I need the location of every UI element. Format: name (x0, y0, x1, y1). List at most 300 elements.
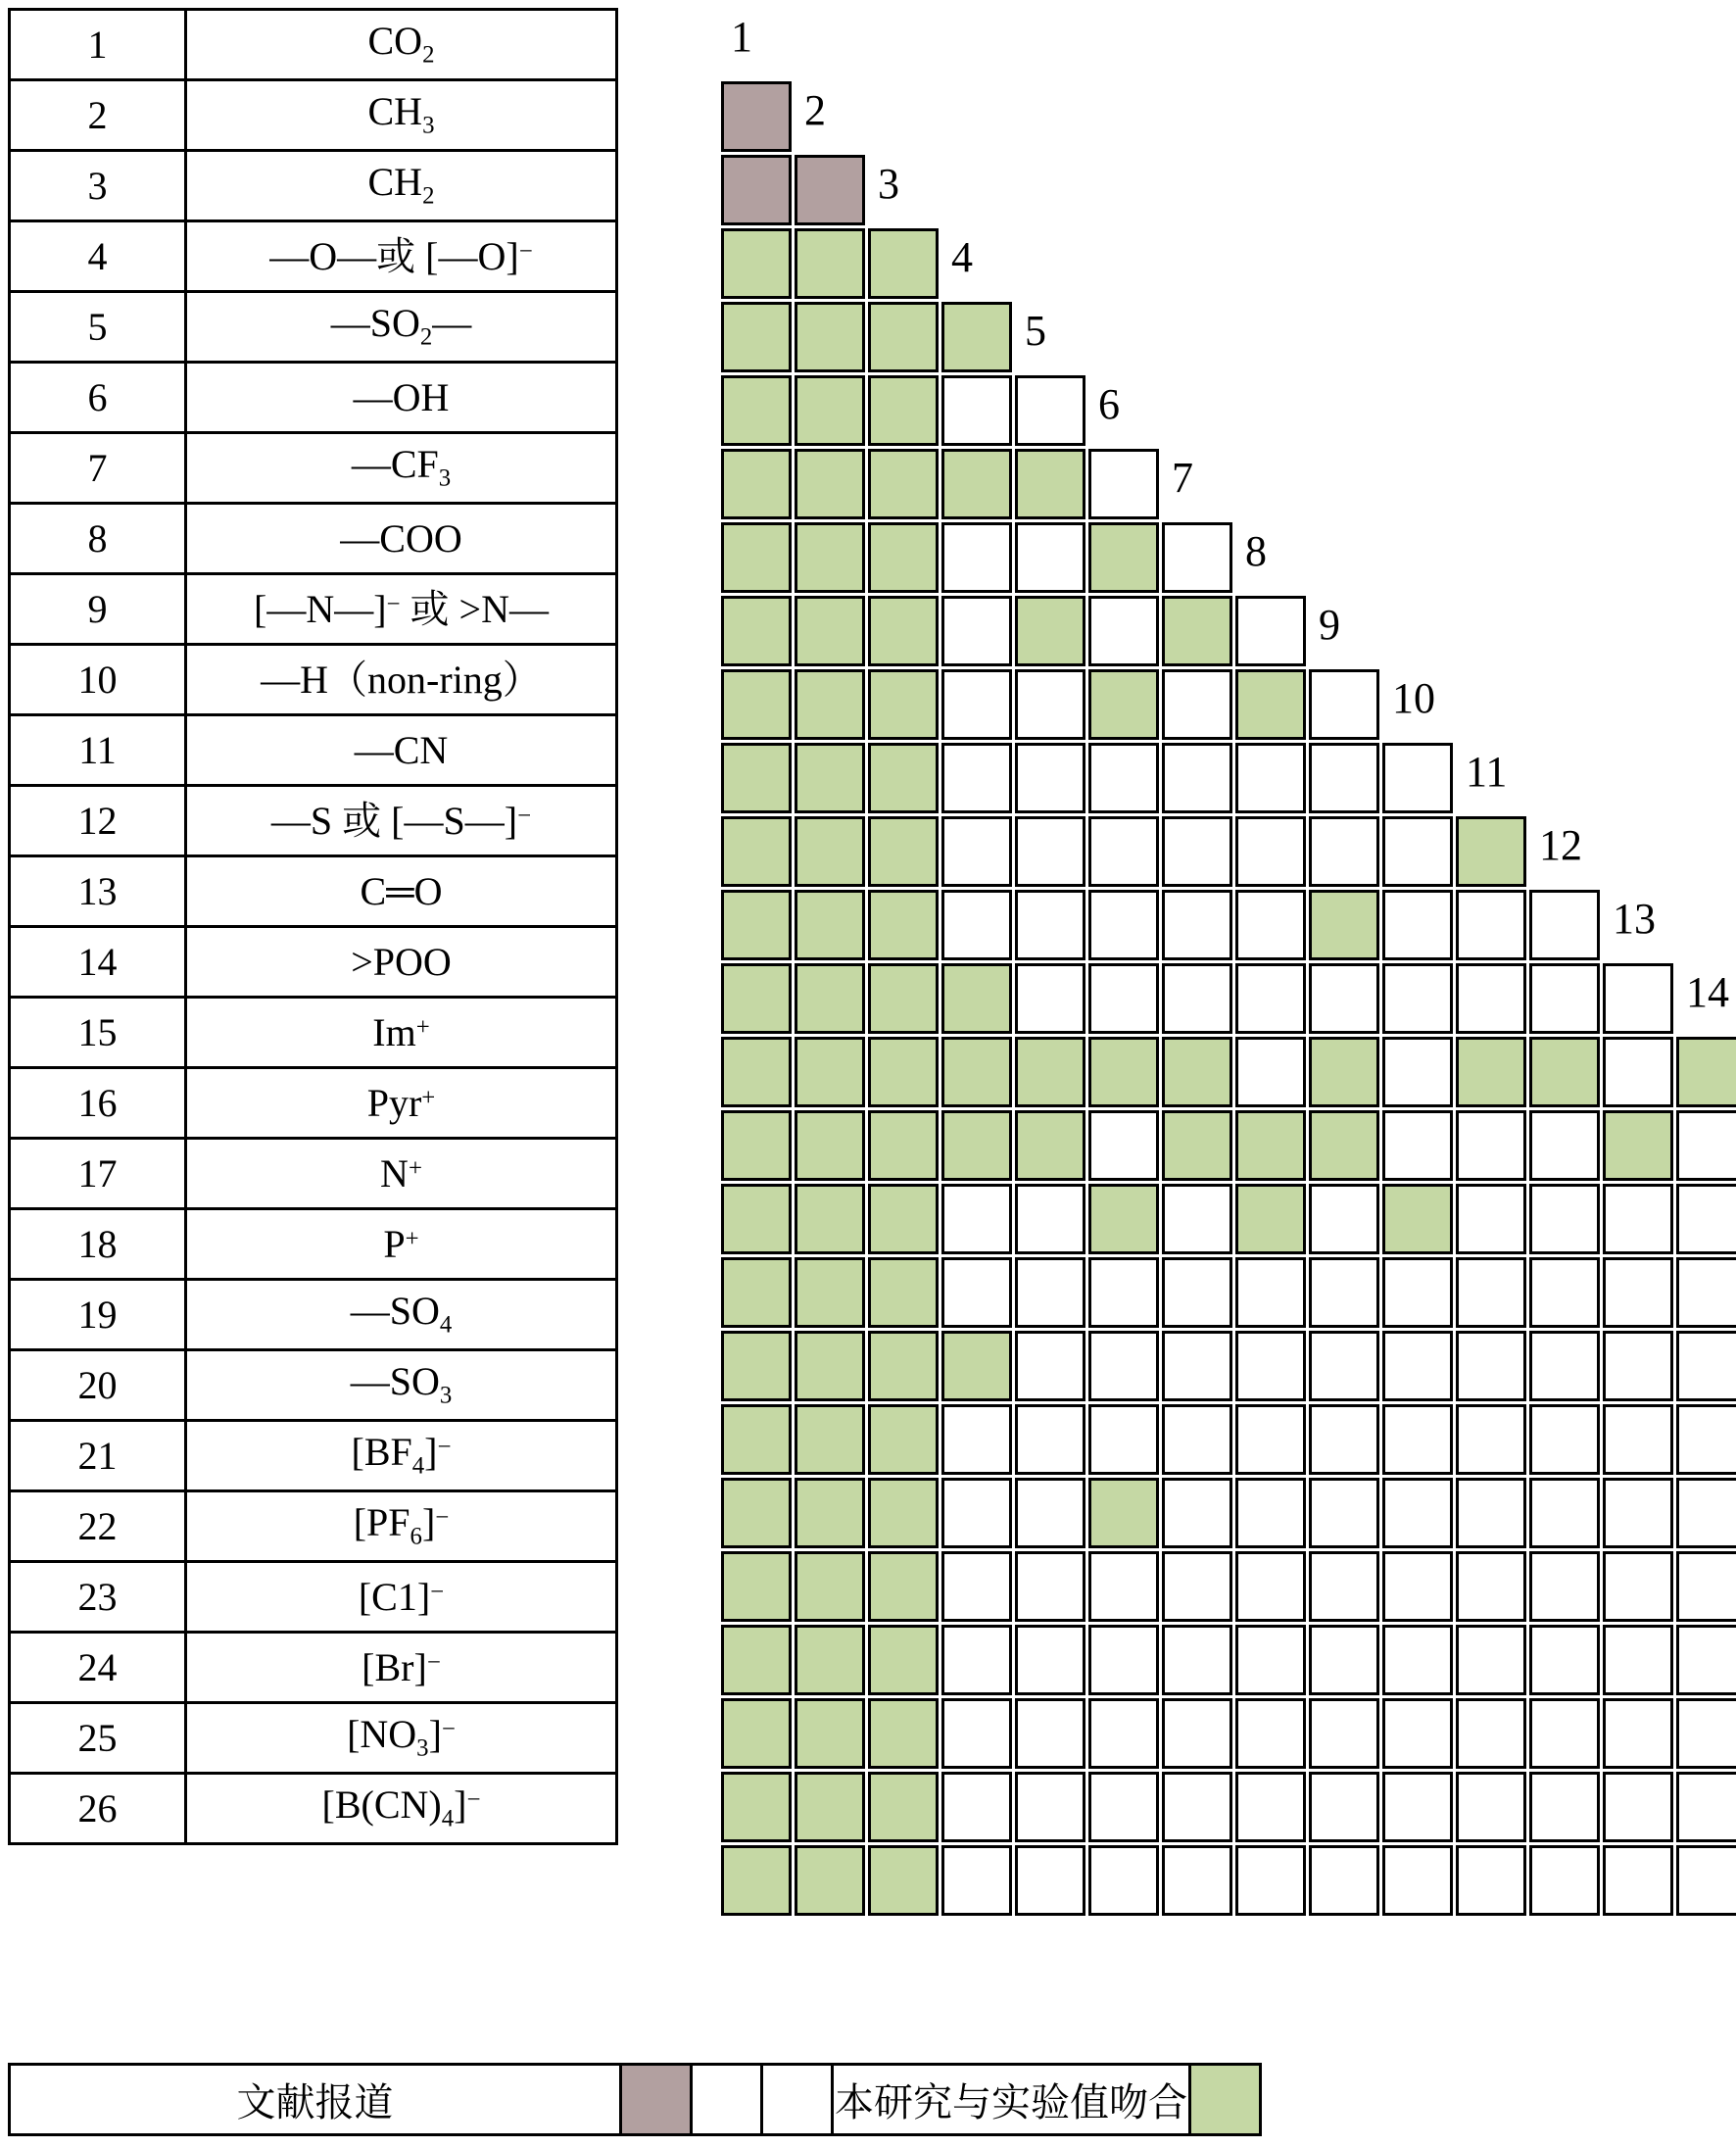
matrix-cell (1015, 596, 1085, 666)
matrix-cell (1529, 1625, 1600, 1695)
matrix-cell (1088, 1110, 1159, 1181)
group-row (10, 1209, 617, 1280)
group-label-table (8, 8, 618, 1845)
group-row (10, 1280, 617, 1350)
matrix-cell (868, 669, 939, 740)
matrix-cell (1088, 596, 1159, 666)
matrix-cell (1309, 1551, 1379, 1622)
matrix-cell (721, 1625, 792, 1695)
matrix-cell (941, 302, 1012, 372)
matrix-cell (721, 963, 792, 1034)
matrix-cell (941, 890, 1012, 960)
matrix-cell (1382, 1698, 1453, 1769)
matrix-cell (1235, 1551, 1306, 1622)
matrix-cell (721, 155, 792, 225)
matrix-diagonal-label: 5 (1025, 307, 1046, 355)
group-name: $CH_2$ (186, 151, 617, 221)
matrix-cell (795, 155, 865, 225)
matrix-cell (941, 1625, 1012, 1695)
group-number: 7 (10, 433, 186, 504)
matrix-cell (721, 1845, 792, 1916)
group-row (10, 504, 617, 574)
group-row (10, 292, 617, 363)
matrix-cell (1456, 890, 1526, 960)
matrix-cell (1309, 669, 1379, 740)
matrix-cell (1456, 1478, 1526, 1548)
matrix-cell (721, 1037, 792, 1107)
matrix-cell (868, 522, 939, 593)
matrix-cell (1235, 1772, 1306, 1842)
matrix-cell (941, 1845, 1012, 1916)
matrix-diagonal-label: 13 (1613, 895, 1656, 943)
matrix-cell (1382, 1478, 1453, 1548)
matrix-cell (868, 596, 939, 666)
matrix-cell (1456, 1625, 1526, 1695)
matrix-cell (1088, 522, 1159, 593)
matrix-cell (1456, 816, 1526, 887)
matrix-cell (868, 743, 939, 813)
matrix-cell (1309, 1625, 1379, 1695)
matrix-cell (1015, 816, 1085, 887)
group-number: 9 (10, 574, 186, 645)
matrix-cell (795, 1845, 865, 1916)
matrix-cell (1382, 743, 1453, 813)
group-number: 4 (10, 221, 186, 292)
group-row (10, 1139, 617, 1209)
matrix-cell (721, 1331, 792, 1401)
matrix-cell (1162, 1110, 1232, 1181)
matrix-cell (1235, 1404, 1306, 1475)
matrix-cell (941, 1404, 1012, 1475)
matrix-cell (1235, 596, 1306, 666)
matrix-cell (721, 596, 792, 666)
matrix-cell (1162, 522, 1232, 593)
group-row (10, 1703, 617, 1774)
group-name: >POO (186, 927, 617, 998)
group-number: 17 (10, 1139, 186, 1209)
matrix-cell (795, 890, 865, 960)
matrix-cell (1088, 1331, 1159, 1401)
matrix-cell (1235, 1257, 1306, 1328)
matrix-cell (1015, 1478, 1085, 1548)
matrix-cell (1162, 1478, 1232, 1548)
matrix-cell (1309, 1404, 1379, 1475)
matrix-cell (941, 1037, 1012, 1107)
group-row (10, 1491, 617, 1562)
matrix-cell (795, 1478, 865, 1548)
matrix-cell (1529, 1257, 1600, 1328)
matrix-cell (1162, 1257, 1232, 1328)
matrix-cell (1382, 1037, 1453, 1107)
matrix-cell (1162, 1625, 1232, 1695)
matrix-cell (1235, 1331, 1306, 1401)
group-name: [Br]− (186, 1633, 617, 1703)
matrix-diagonal-label: 4 (951, 233, 973, 281)
matrix-cell (1015, 1625, 1085, 1695)
matrix-cell (941, 816, 1012, 887)
group-name: $[NO_3]^-$ (186, 1703, 617, 1774)
group-row (10, 221, 617, 292)
matrix-cell (941, 1551, 1012, 1622)
group-number: 23 (10, 1562, 186, 1633)
matrix-cell (1603, 1331, 1673, 1401)
matrix-cell (1235, 1845, 1306, 1916)
matrix-cell (1603, 1037, 1673, 1107)
legend-literature-label: 文献报道 (10, 2065, 621, 2135)
group-row (10, 927, 617, 998)
matrix-cell (1382, 1331, 1453, 1401)
matrix-cell (1015, 1404, 1085, 1475)
matrix-cell (1235, 1037, 1306, 1107)
matrix-cell (721, 81, 792, 152)
group-name: [—N—]− 或 >N— (186, 574, 617, 645)
group-number: 24 (10, 1633, 186, 1703)
group-name: $—SO_4$ (186, 1280, 617, 1350)
matrix-cell (1382, 1404, 1453, 1475)
matrix-cell (1309, 1772, 1379, 1842)
matrix-cell (1162, 1037, 1232, 1107)
matrix-cell (1015, 669, 1085, 740)
matrix-cell (1088, 1184, 1159, 1254)
matrix-cell (1382, 1551, 1453, 1622)
matrix-cell (1235, 669, 1306, 740)
matrix-cell (868, 1331, 939, 1401)
matrix-cell (1382, 1257, 1453, 1328)
matrix-cell (868, 1845, 939, 1916)
matrix-cell (868, 963, 939, 1034)
matrix-cell (721, 669, 792, 740)
matrix-cell (868, 1551, 939, 1622)
matrix-cell (1235, 816, 1306, 887)
matrix-cell (1382, 890, 1453, 960)
matrix-cell (795, 1184, 865, 1254)
group-name: —H（non-ring） (186, 645, 617, 715)
matrix-cell (721, 1698, 792, 1769)
group-number: 13 (10, 856, 186, 927)
matrix-cell (1456, 1110, 1526, 1181)
matrix-cell (1603, 1551, 1673, 1622)
group-number: 16 (10, 1068, 186, 1139)
matrix-cell (1162, 890, 1232, 960)
matrix-cell (1235, 890, 1306, 960)
matrix-cell (1676, 1331, 1736, 1401)
matrix-cell (1529, 1331, 1600, 1401)
matrix-cell (868, 1110, 939, 1181)
matrix-cell (1529, 963, 1600, 1034)
matrix-cell (868, 449, 939, 519)
legend-blank-swatch-2 (762, 2065, 833, 2135)
matrix-cell (1603, 1404, 1673, 1475)
matrix-cell (1309, 890, 1379, 960)
matrix-cell (1309, 1331, 1379, 1401)
matrix-cell (941, 1257, 1012, 1328)
matrix-cell (1309, 1257, 1379, 1328)
matrix-diagonal-label: 8 (1245, 527, 1267, 575)
matrix-cell (868, 228, 939, 299)
matrix-cell (1676, 1698, 1736, 1769)
matrix-cell (1088, 1772, 1159, 1842)
legend-row (8, 2063, 1262, 2136)
group-name: Im+ (186, 998, 617, 1068)
group-name: —O—或 [—O]− (186, 221, 617, 292)
matrix-cell (868, 1257, 939, 1328)
matrix-cell (1529, 1037, 1600, 1107)
matrix-cell (941, 449, 1012, 519)
matrix-cell (1162, 743, 1232, 813)
matrix-diagonal-label: 3 (878, 160, 899, 208)
matrix-cell (1309, 743, 1379, 813)
matrix-cell (1603, 1110, 1673, 1181)
matrix-cell (1015, 1184, 1085, 1254)
matrix-cell (1309, 1845, 1379, 1916)
matrix-cell (1529, 890, 1600, 960)
group-name: $[B(CN)_4]^-$ (186, 1774, 617, 1844)
legend-blank-swatch-1 (692, 2065, 762, 2135)
group-row (10, 80, 617, 151)
group-number: 25 (10, 1703, 186, 1774)
group-name: [C1]− (186, 1562, 617, 1633)
group-row (10, 1562, 617, 1633)
matrix-cell (1235, 1478, 1306, 1548)
matrix-cell (868, 1184, 939, 1254)
matrix-cell (721, 522, 792, 593)
matrix-cell (868, 890, 939, 960)
matrix-cell (941, 1478, 1012, 1548)
matrix-cell (721, 1257, 792, 1328)
matrix-cell (795, 302, 865, 372)
group-number: 19 (10, 1280, 186, 1350)
matrix-cell (795, 1037, 865, 1107)
group-number: 10 (10, 645, 186, 715)
matrix-cell (721, 1184, 792, 1254)
matrix-cell (1015, 963, 1085, 1034)
matrix-cell (795, 1404, 865, 1475)
matrix-cell (1603, 1478, 1673, 1548)
matrix-cell (1676, 1404, 1736, 1475)
matrix-cell (941, 1698, 1012, 1769)
matrix-cell (1676, 1110, 1736, 1181)
matrix-cell (1309, 1698, 1379, 1769)
group-number: 1 (10, 10, 186, 80)
group-number: 22 (10, 1491, 186, 1562)
matrix-cell (1456, 1698, 1526, 1769)
group-row (10, 363, 617, 433)
matrix-cell (1235, 963, 1306, 1034)
matrix-cell (1456, 1551, 1526, 1622)
group-number: 20 (10, 1350, 186, 1421)
matrix-cell (1088, 1037, 1159, 1107)
matrix-cell (1676, 1625, 1736, 1695)
group-name: P+ (186, 1209, 617, 1280)
matrix-cell (1088, 1478, 1159, 1548)
matrix-cell (1603, 1625, 1673, 1695)
matrix-cell (1603, 1845, 1673, 1916)
matrix-cell (1162, 1698, 1232, 1769)
group-number: 3 (10, 151, 186, 221)
group-name: N+ (186, 1139, 617, 1209)
matrix-cell (1603, 1772, 1673, 1842)
matrix-cell (1162, 1184, 1232, 1254)
group-number: 18 (10, 1209, 186, 1280)
matrix-cell (868, 1037, 939, 1107)
matrix-cell (1603, 963, 1673, 1034)
legend-this-study-label: 本研究与实验值吻合 (833, 2065, 1190, 2135)
matrix-cell (868, 1625, 939, 1695)
matrix-cell (1088, 1257, 1159, 1328)
group-number: 12 (10, 786, 186, 856)
group-name: —OH (186, 363, 617, 433)
matrix-cell (795, 596, 865, 666)
matrix-cell (1015, 1845, 1085, 1916)
matrix-cell (1456, 1772, 1526, 1842)
legend-this-study-swatch (1190, 2065, 1261, 2135)
matrix-cell (1015, 375, 1085, 446)
group-name: $CH_3$ (186, 80, 617, 151)
matrix-cell (721, 228, 792, 299)
group-row (10, 433, 617, 504)
group-row (10, 786, 617, 856)
group-row (10, 574, 617, 645)
matrix-cell (1529, 1772, 1600, 1842)
matrix-cell (1676, 1184, 1736, 1254)
matrix-cell (1529, 1184, 1600, 1254)
matrix-cell (1235, 1698, 1306, 1769)
matrix-diagonal-label: 12 (1539, 821, 1582, 869)
matrix-diagonal-label: 1 (731, 13, 752, 61)
matrix-cell (1162, 816, 1232, 887)
matrix-cell (1235, 1110, 1306, 1181)
matrix-cell (941, 1772, 1012, 1842)
matrix-cell (795, 816, 865, 887)
matrix-cell (1162, 669, 1232, 740)
matrix-cell (868, 1698, 939, 1769)
matrix-cell (1529, 1110, 1600, 1181)
matrix-cell (721, 890, 792, 960)
matrix-cell (1162, 963, 1232, 1034)
matrix-cell (795, 1551, 865, 1622)
matrix-cell (1235, 743, 1306, 813)
group-row (10, 1068, 617, 1139)
group-row (10, 1633, 617, 1703)
group-row (10, 645, 617, 715)
matrix-cell (1676, 1257, 1736, 1328)
group-number: 2 (10, 80, 186, 151)
matrix-cell (868, 1478, 939, 1548)
matrix-cell (941, 375, 1012, 446)
matrix-cell (1529, 1404, 1600, 1475)
group-number: 6 (10, 363, 186, 433)
matrix-cell (868, 302, 939, 372)
matrix-cell (1088, 1845, 1159, 1916)
matrix-cell (795, 1331, 865, 1401)
matrix-cell (1382, 1625, 1453, 1695)
group-name: $[PF_6]^-$ (186, 1491, 617, 1562)
group-row (10, 151, 617, 221)
matrix-cell (1603, 1184, 1673, 1254)
matrix-cell (1088, 890, 1159, 960)
matrix-cell (1015, 890, 1085, 960)
matrix-cell (1015, 1110, 1085, 1181)
matrix-cell (1015, 449, 1085, 519)
matrix-cell (1309, 816, 1379, 887)
matrix-cell (1309, 1037, 1379, 1107)
matrix-cell (1676, 1551, 1736, 1622)
group-name: C═O (186, 856, 617, 927)
matrix-cell (868, 375, 939, 446)
matrix-cell (1015, 1698, 1085, 1769)
matrix-cell (1676, 1772, 1736, 1842)
matrix-cell (1456, 1845, 1526, 1916)
matrix-cell (1382, 1845, 1453, 1916)
matrix-cell (1529, 1845, 1600, 1916)
group-name: $CO_2$ (186, 10, 617, 80)
matrix-cell (1088, 449, 1159, 519)
matrix-cell (795, 449, 865, 519)
matrix-cell (1162, 1404, 1232, 1475)
matrix-cell (1456, 1037, 1526, 1107)
matrix-cell (1676, 1037, 1736, 1107)
group-row (10, 1350, 617, 1421)
group-number: 21 (10, 1421, 186, 1491)
matrix-diagonal-label: 9 (1319, 601, 1340, 649)
matrix-cell (1088, 1625, 1159, 1695)
group-row (10, 1421, 617, 1491)
group-name: $—CF_3$ (186, 433, 617, 504)
matrix-cell (1456, 1331, 1526, 1401)
group-number: 26 (10, 1774, 186, 1844)
matrix-cell (1529, 1551, 1600, 1622)
matrix-cell (1309, 1184, 1379, 1254)
matrix-cell (1309, 963, 1379, 1034)
matrix-cell (795, 1257, 865, 1328)
matrix-cell (795, 522, 865, 593)
matrix-cell (941, 669, 1012, 740)
matrix-cell (1603, 1698, 1673, 1769)
matrix-cell (1382, 1110, 1453, 1181)
matrix-cell (795, 228, 865, 299)
matrix-cell (721, 1551, 792, 1622)
group-name: Pyr+ (186, 1068, 617, 1139)
group-row (10, 10, 617, 80)
matrix-cell (795, 1698, 865, 1769)
matrix-cell (795, 1110, 865, 1181)
matrix-cell (1015, 1551, 1085, 1622)
group-name: —COO (186, 504, 617, 574)
legend-literature-swatch (621, 2065, 692, 2135)
matrix-cell (941, 743, 1012, 813)
matrix-cell (1235, 1625, 1306, 1695)
matrix-cell (1162, 1551, 1232, 1622)
matrix-cell (721, 1110, 792, 1181)
group-number: 11 (10, 715, 186, 786)
matrix-cell (1676, 1845, 1736, 1916)
matrix-cell (1088, 743, 1159, 813)
group-number: 8 (10, 504, 186, 574)
matrix-cell (795, 743, 865, 813)
matrix-cell (795, 1772, 865, 1842)
matrix-diagonal-label: 6 (1098, 380, 1120, 428)
matrix-cell (1162, 1772, 1232, 1842)
matrix-cell (795, 963, 865, 1034)
matrix-cell (1015, 1331, 1085, 1401)
group-row (10, 715, 617, 786)
group-name: $—SO_2—$ (186, 292, 617, 363)
matrix-cell (1088, 816, 1159, 887)
matrix-cell (1015, 522, 1085, 593)
matrix-cell (1015, 743, 1085, 813)
group-name: $—SO_3$ (186, 1350, 617, 1421)
matrix-cell (1088, 669, 1159, 740)
